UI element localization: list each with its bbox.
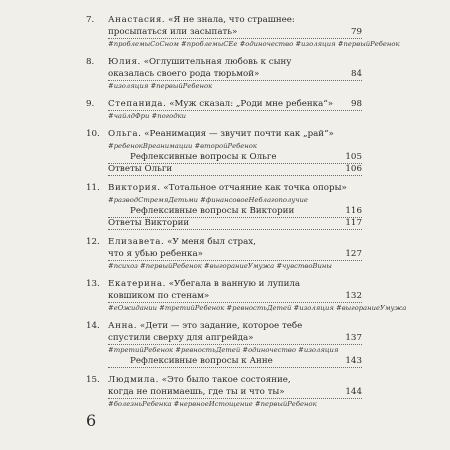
entry-number: 15. [86, 375, 100, 385]
entry-hashtags: #психоз #первыйРебенок #выгораниеУмужа #чувствоВины [108, 262, 332, 270]
toc-entry [86, 14, 400, 49]
sub-entry [86, 151, 362, 163]
entry-title-line [86, 182, 362, 194]
dotted-leader [108, 344, 362, 345]
entry-hashtags: #разводСтремяДетьми #финансовоеНеблагополучие [108, 196, 308, 204]
dotted-leader [108, 260, 362, 261]
entry-title-continuation [86, 332, 362, 344]
entry-number: 13. [86, 279, 100, 289]
entry-page: 144 [345, 387, 362, 397]
entry-title-continuation [86, 248, 362, 260]
entry-title-line [86, 374, 362, 386]
entry-title-2: ковшиком по стенам» [108, 291, 210, 301]
sub-entry [86, 217, 362, 229]
entry-title-line [86, 236, 362, 248]
entry-title-continuation [86, 26, 362, 38]
entry-name: Людмила. [108, 375, 159, 385]
sub-entry-page: 106 [345, 164, 362, 174]
entry-hashtags: #проблемыСоСном #проблемыСЕе #одиночество #изоляция #первыйРебенок [108, 40, 400, 48]
entry-page: 127 [345, 249, 362, 259]
sub-entry [86, 355, 362, 367]
entry-number: 7. [86, 15, 95, 25]
entry-name: Юлия. [108, 57, 141, 67]
entry-name: Екатерина. [108, 279, 166, 289]
entry-name: Виктория. [108, 183, 161, 193]
entry-number: 9. [86, 99, 95, 109]
dotted-leader [108, 110, 362, 111]
entry-title-line [86, 128, 362, 140]
entry-title: «Муж сказал: „Роди мне ребенка“» [169, 99, 334, 109]
table-of-contents [86, 14, 407, 416]
entry-title-line [86, 56, 362, 68]
entry-title-2: что я убью ребенка» [108, 249, 203, 259]
entry-page: 98 [350, 99, 362, 109]
dotted-leader [108, 302, 362, 303]
sub-entry-page: 105 [345, 152, 362, 162]
entry-title: «Оглушительная любовь к сыну [143, 57, 292, 67]
entry-title-continuation [86, 386, 362, 398]
sub-entry-page: 143 [345, 356, 362, 366]
sub-entry-page: 117 [345, 218, 362, 228]
entry-title-continuation [86, 290, 362, 302]
entry-page: 79 [350, 27, 362, 37]
entry-number: 14. [86, 321, 100, 331]
entry-title: «Тотальное отчаяние как точка опоры» [163, 183, 347, 193]
entry-page: 84 [350, 69, 362, 79]
entry-hashtags: #болезньРебенка #нервноеИстощение #первыйРебенок [108, 400, 317, 408]
toc-entry [86, 56, 362, 91]
entry-name: Анастасия. [108, 15, 166, 25]
entry-title-line [86, 278, 362, 290]
entry-title-line [86, 320, 362, 332]
entry-title-2: просыпаться или засыпать» [108, 27, 238, 37]
toc-entry [86, 236, 362, 271]
entry-title: «У меня был страх, [167, 237, 256, 247]
entry-page: 137 [345, 333, 362, 343]
entry-hashtags: #еОжидании #третийРебенок #ревностьДетей #изоляция #выгораниеУмужа [108, 304, 407, 312]
entry-name: Елизавета. [108, 237, 165, 247]
sub-entry-label: Ответы Ольги [108, 164, 173, 174]
entry-hashtags: #третийРебенок #ревностьДетей #одиночество #изоляция [108, 346, 339, 354]
entry-hashtags: #изоляция #первыйРебенок [108, 82, 213, 90]
sub-entry-label: Ответы Виктории [108, 218, 190, 228]
sub-entry [86, 163, 362, 175]
entry-page: 132 [345, 291, 362, 301]
entry-name: Анна. [108, 321, 138, 331]
entry-title: «Убегала в ванную и лупила [168, 279, 301, 289]
dotted-leader [108, 175, 362, 176]
entry-title: «Я не знала, что страшнее: [168, 15, 295, 25]
toc-entry [86, 98, 362, 121]
sub-entry-page: 116 [345, 206, 362, 216]
entry-title-line [86, 14, 362, 26]
dotted-leader [108, 229, 362, 230]
entry-title: «Реанимация — звучит почти как „рай“» [144, 129, 334, 139]
toc-entry [86, 128, 362, 175]
dotted-leader [108, 38, 362, 39]
toc-entry [86, 320, 362, 367]
entry-hashtags: #чайлдФри #погодки [108, 112, 186, 120]
entry-title-line [86, 98, 362, 110]
entry-number: 10. [86, 129, 100, 139]
toc-entry [86, 182, 362, 229]
dotted-leader [108, 398, 362, 399]
dotted-leader [108, 80, 362, 81]
toc-entry [86, 278, 407, 313]
dotted-leader [108, 367, 362, 368]
entry-number: 8. [86, 57, 95, 67]
entry-title-2: когда не понимаешь, где ты и что ты» [108, 387, 285, 397]
entry-number: 11. [86, 183, 100, 193]
entry-hashtags: #ребенокВреанимации #второйРебенок [108, 142, 257, 150]
sub-entry-label: Рефлексивные вопросы к Виктории [130, 206, 295, 216]
entry-title: «Это было такое состояние, [161, 375, 291, 385]
entry-title-2: спустили сверху для апгрейда» [108, 333, 254, 343]
toc-entry [86, 374, 362, 409]
entry-title: «Дети — это задание, которое тебе [139, 321, 303, 331]
sub-entry [86, 205, 362, 217]
sub-entry-label: Рефлексивные вопросы к Ольге [130, 152, 277, 162]
entry-name: Ольга. [108, 129, 142, 139]
entry-number: 12. [86, 237, 100, 247]
entry-name: Степанида. [108, 99, 167, 109]
page-number: 6 [86, 411, 97, 430]
sub-entry-label: Рефлексивные вопросы к Анне [130, 356, 273, 366]
entry-title-continuation [86, 68, 362, 80]
entry-title-2: оказалась своего рода тюрьмой» [108, 69, 260, 79]
